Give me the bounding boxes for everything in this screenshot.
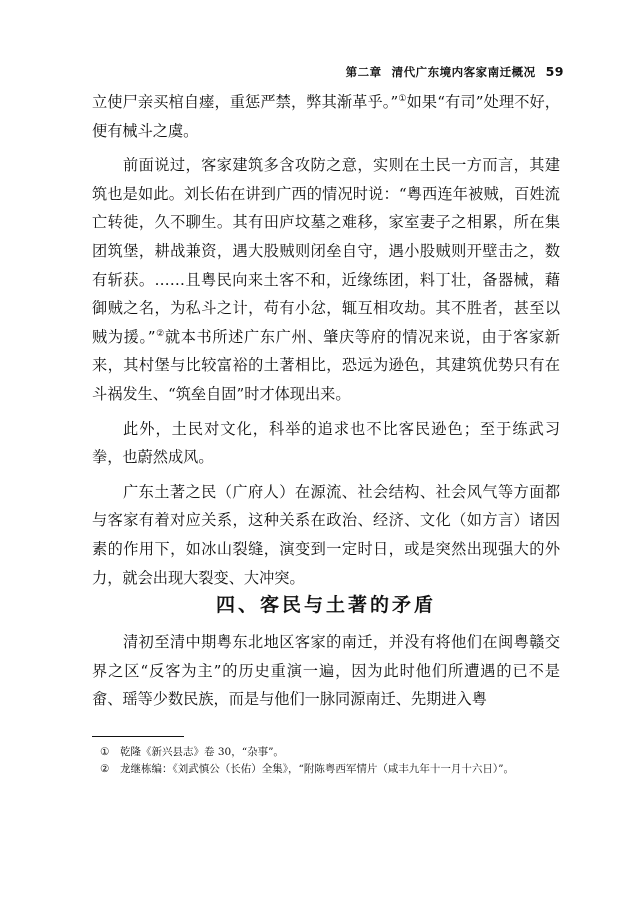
- footnote-mark: ①: [100, 746, 110, 758]
- paragraph-text: 前面说过，客家建筑多含攻防之意，实则在土民一方而言，其建筑也是如此。刘长佑在讲到广西的情况时说：“粤西连年被贼，百姓流亡转徙，久不聊生。其有田庐坟墓之难移，家室妻子之相累，所在集团筑堡，耕战兼资，遇大股贼则闭垒自守，遇小股贼则开壁击之，数有斩获。……且粤民向来土客不和，近缘练团，料丁壮，备器械，藉御贼之名，为私斗之计，苟有小忿，辄互相攻劫。其不胜者，甚至以贼为援。”: [92, 156, 560, 346]
- paragraph-text: 如果“有司”处理不好，便有械斗之虞。: [92, 93, 560, 140]
- footnote-text: 乾隆《新兴县志》卷 30，“杂事”。: [120, 746, 284, 758]
- footnote-divider: [92, 736, 184, 737]
- chapter-label: 第二章: [345, 65, 382, 79]
- paragraph-text: 广东土著之民（广府人）在源流、社会结构、社会风气等方面都与客家有着对应关系，这种关系在政治、经济、文化（如方言）诸因素的作用下，如冰山裂缝，演变到一定时日，或是突然出现强大的外力，就会出现大裂变、大冲突。: [92, 482, 560, 587]
- page-number: 59: [545, 64, 564, 79]
- section-title: 四、客民与土著的矛盾: [215, 594, 436, 616]
- body-paragraph: [92, 415, 560, 472]
- body-text: [92, 88, 560, 592]
- body-paragraph: [92, 88, 560, 145]
- footnote-text: 龙继栋编：《刘武慎公（长佑）全集》，“附陈粤西军情片（咸丰九年十一月十六日）”。: [120, 763, 514, 775]
- footnote-ref: ①: [398, 93, 407, 104]
- paragraph-text: 就本书所述广东广州、肇庆等府的情况来说，由于客家新来，其村堡与比较富裕的土著相比，恐远为逊色，其建筑优势只有在斗祸发生、“筑垒自固”时才体现出来。: [92, 327, 560, 403]
- chapter-title: 清代广东境内客家南迁概况: [391, 65, 536, 79]
- paragraph-text: 立使尸亲买棺自瘗，重惩严禁，弊其渐革乎。”: [92, 93, 399, 111]
- section-body: [92, 628, 560, 714]
- footnotes: [92, 744, 562, 778]
- footnote: [92, 744, 562, 761]
- body-paragraph: [92, 151, 560, 408]
- paragraph-text: 此外，土民对文化，科举的追求也不比客民逊色；至于练武习拳，也蔚然成风。: [92, 419, 560, 467]
- footnote: [92, 761, 562, 778]
- running-head: [292, 64, 564, 80]
- footnote-mark: ②: [100, 763, 110, 775]
- footnote-ref: ②: [155, 328, 165, 339]
- body-paragraph: [92, 478, 560, 592]
- section-paragraph: 清初至清中期粤东北地区客家的南迁，并没有将他们在闽粤赣交界之区“反客为主”的历史重演一遍，因为此时他们所遭遇的已不是畲、瑶等少数民族，而是与他们一脉同源南迁、先期进入粤: [92, 633, 560, 709]
